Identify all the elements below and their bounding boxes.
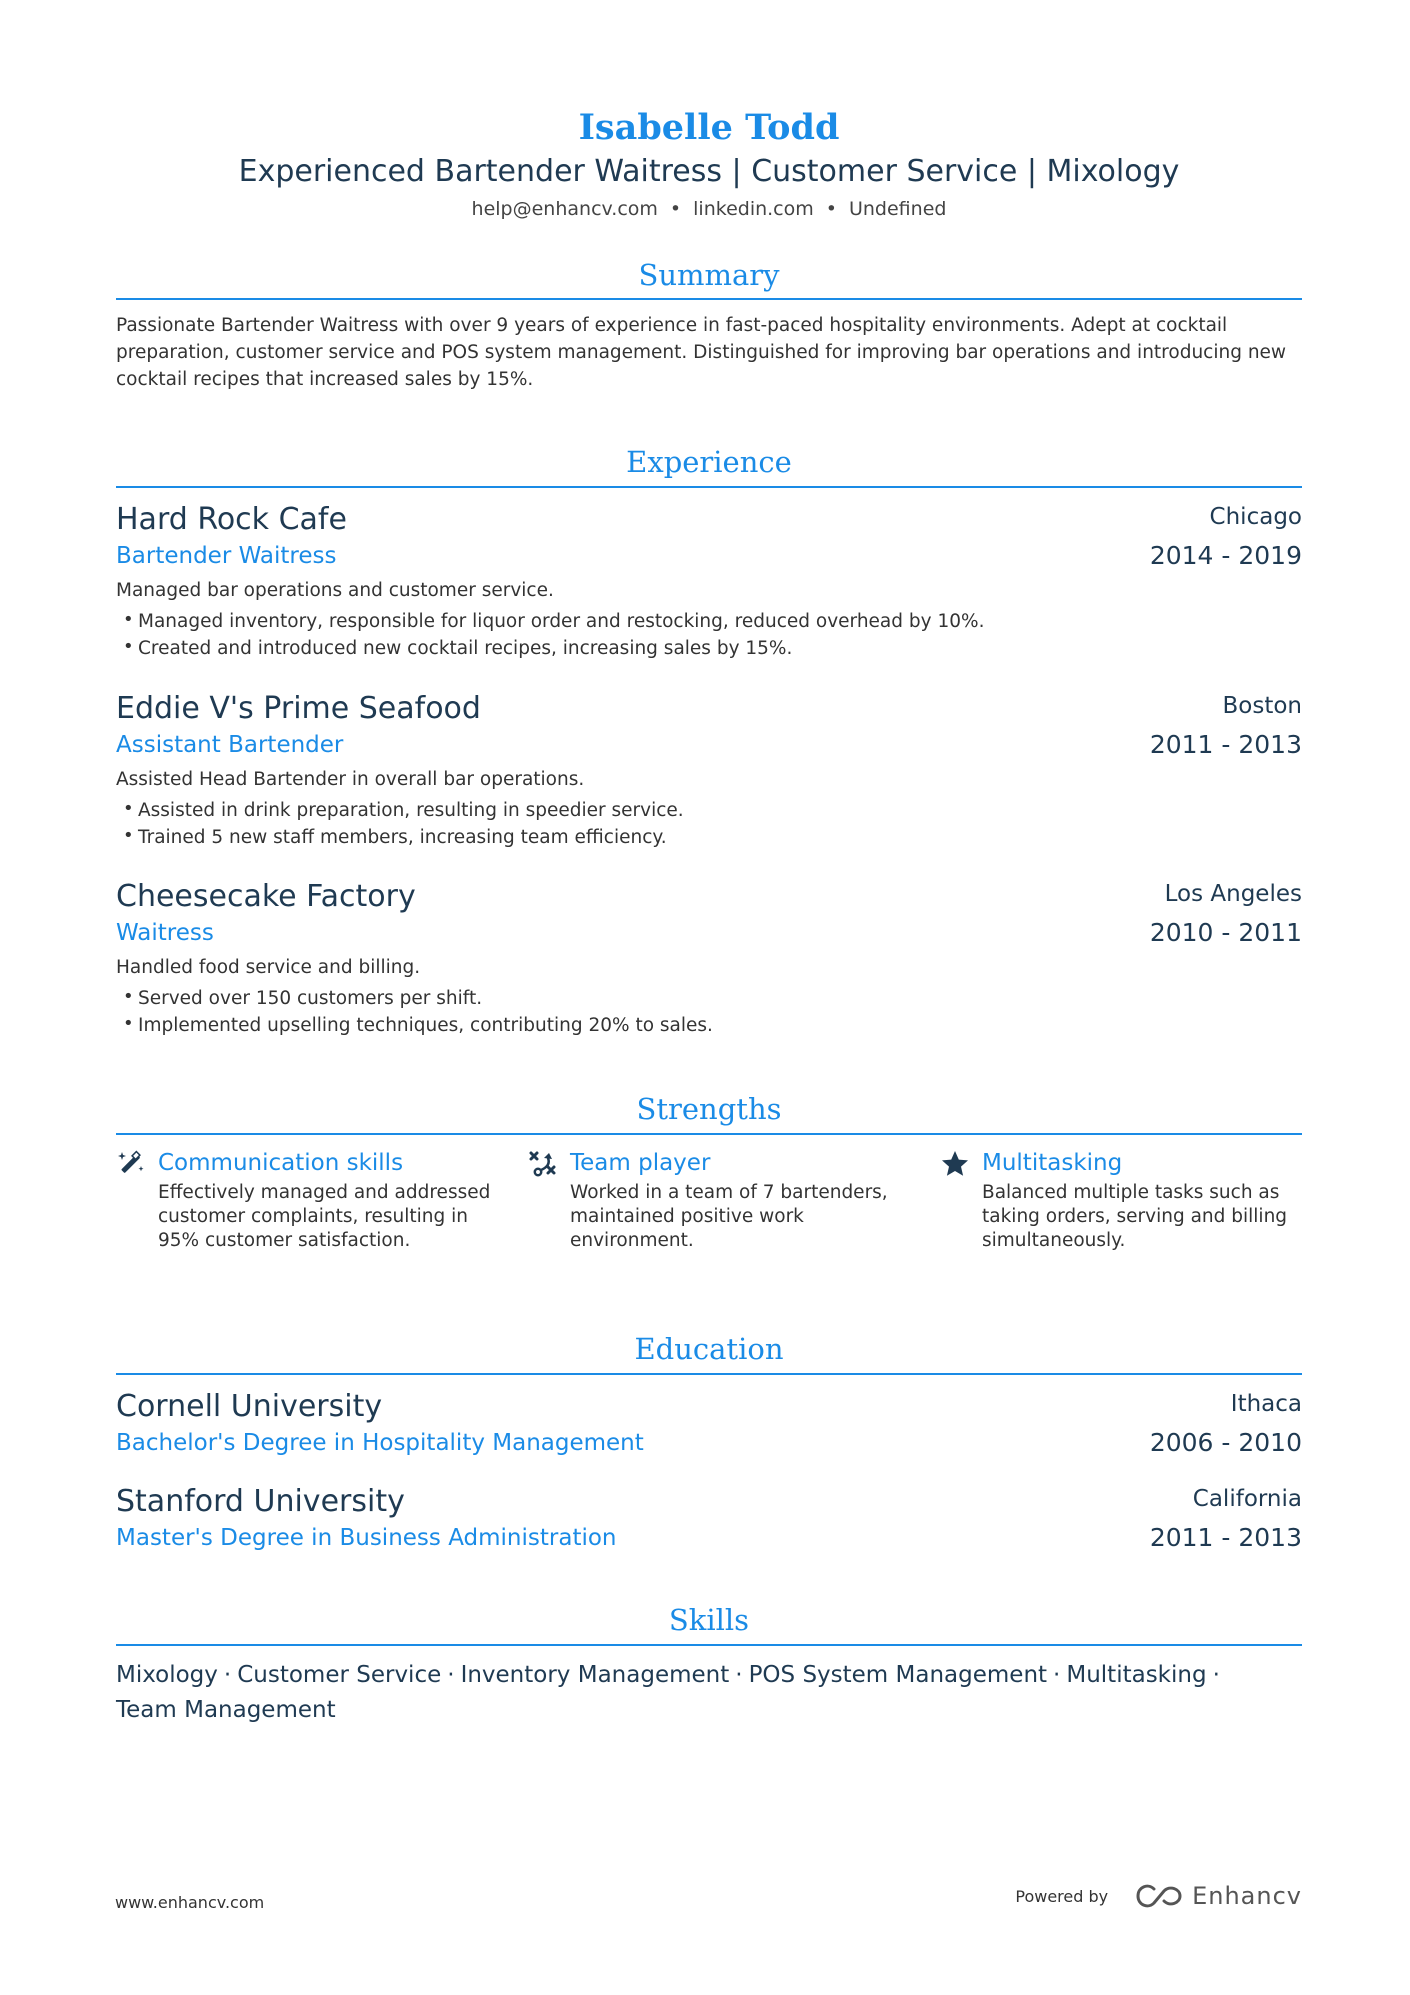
strength-title: Communication skills xyxy=(158,1150,404,1176)
contact-location: Undefined xyxy=(848,198,947,220)
company-name: Cheesecake Factory xyxy=(116,879,416,914)
job-location: Los Angeles xyxy=(1164,881,1302,907)
section-divider xyxy=(116,298,1302,300)
strength-text: Balanced multiple tasks such as taking orders, serving and billing simultaneously. xyxy=(982,1182,1288,1251)
skill-item: Inventory Management xyxy=(460,1662,730,1688)
job-dates: 2010 - 2011 xyxy=(1149,918,1302,947)
company-name: Eddie V's Prime Seafood xyxy=(116,691,481,726)
candidate-title: Experienced Bartender Waitress | Customer Service | Mixology xyxy=(238,154,1180,189)
section-title-summary: Summary xyxy=(638,258,780,292)
job-description: Handled food service and billing. xyxy=(116,957,421,978)
experience-entry xyxy=(116,502,1302,662)
education-entry xyxy=(116,1389,1302,1459)
strength-item xyxy=(116,1147,496,1253)
candidate-name: Isabelle Todd xyxy=(578,107,840,148)
job-bullets xyxy=(116,985,1302,1039)
school-name: Cornell University xyxy=(116,1389,383,1424)
resume-header xyxy=(116,104,1302,222)
bullet-item: • Created and introduced new cocktail recipes, increasing sales by 15%. xyxy=(116,635,1302,662)
footer-website[interactable]: www.enhancv.com xyxy=(115,1893,265,1912)
experience-entry xyxy=(116,879,1302,1039)
job-description: Managed bar operations and customer service. xyxy=(116,580,554,601)
school-location: Ithaca xyxy=(1230,1391,1302,1417)
school-name: Stanford University xyxy=(116,1484,405,1519)
job-role: Bartender Waitress xyxy=(116,543,337,569)
enhancv-logo-icon xyxy=(1136,1883,1182,1909)
job-dates: 2011 - 2013 xyxy=(1149,730,1302,759)
job-dates: 2014 - 2019 xyxy=(1149,541,1302,570)
footer-branding xyxy=(1015,1882,1302,1910)
section-title-education: Education xyxy=(634,1332,784,1366)
magic-wand-icon xyxy=(116,1149,146,1179)
degree-name: Bachelor's Degree in Hospitality Management xyxy=(116,1430,644,1456)
summary-text: Passionate Bartender Waitress with over 9 years of experience in fast-paced hospitality environments. Adept at cocktail preparation, customer service and POS system management. Distinguished for improving bar operations and introducing new cocktail recipes that increased sales by 15%. xyxy=(116,315,1287,390)
bullet-item: • Trained 5 new staff members, increasing team efficiency. xyxy=(116,824,1302,851)
skill-item: Mixology xyxy=(116,1662,218,1688)
powered-by-label: Powered by xyxy=(1015,1886,1109,1906)
degree-name: Master's Degree in Business Administration xyxy=(116,1525,617,1551)
contact-email[interactable]: help@enhancv.com xyxy=(471,198,658,220)
contact-linkedin[interactable]: linkedin.com xyxy=(693,198,814,220)
job-bullets xyxy=(116,797,1302,851)
strength-item xyxy=(528,1147,908,1253)
education-entry xyxy=(116,1484,1302,1554)
section-title-strengths: Strengths xyxy=(636,1092,782,1126)
skill-item: Customer Service xyxy=(237,1662,442,1688)
section-divider xyxy=(116,1373,1302,1375)
school-dates: 2006 - 2010 xyxy=(1149,1428,1302,1457)
section-divider xyxy=(116,1644,1302,1646)
skill-item: Multitasking xyxy=(1066,1662,1207,1688)
section-divider xyxy=(116,486,1302,488)
strength-item xyxy=(940,1147,1320,1253)
bullet-item: • Served over 150 customers per shift. xyxy=(116,985,1302,1012)
bullet-item: • Implemented upselling techniques, contributing 20% to sales. xyxy=(116,1012,1302,1039)
bullet-item: • Assisted in drink preparation, resulting in speedier service. xyxy=(116,797,1302,824)
strength-title: Team player xyxy=(570,1150,711,1176)
company-name: Hard Rock Cafe xyxy=(116,502,347,537)
contact-line: help@enhancv.com • linkedin.com • Undefined xyxy=(471,198,947,220)
skill-item: POS System Management xyxy=(748,1662,1048,1688)
star-icon xyxy=(940,1149,970,1179)
job-role: Assistant Bartender xyxy=(116,732,344,758)
school-dates: 2011 - 2013 xyxy=(1149,1523,1302,1552)
job-description: Assisted Head Bartender in overall bar operations. xyxy=(116,769,585,790)
section-divider xyxy=(116,1133,1302,1135)
section-title-skills: Skills xyxy=(668,1603,750,1637)
strength-title: Multitasking xyxy=(982,1150,1123,1176)
job-role: Waitress xyxy=(116,920,214,946)
strategy-icon xyxy=(528,1149,558,1179)
school-location: California xyxy=(1192,1486,1302,1512)
strength-text: Effectively managed and addressed customer complaints, resulting in 95% customer satisfaction. xyxy=(158,1182,491,1251)
bullet-item: • Managed inventory, responsible for liquor order and restocking, reduced overhead by 10%. xyxy=(116,608,1302,635)
section-title-experience: Experience xyxy=(626,445,792,479)
resume-page xyxy=(116,0,1302,1995)
strength-text: Worked in a team of 7 bartenders, maintained positive work environment. xyxy=(570,1182,888,1251)
job-bullets xyxy=(116,608,1302,662)
experience-entry xyxy=(116,691,1302,851)
job-location: Boston xyxy=(1222,693,1302,719)
skill-item: Team Management xyxy=(116,1697,336,1723)
job-location: Chicago xyxy=(1209,504,1302,530)
skills-list: Mixology · Customer Service · Inventory Management · POS System Management · Multitasking · Team Management xyxy=(116,1662,1220,1723)
enhancv-brand[interactable]: Enhancv xyxy=(1192,1882,1302,1910)
